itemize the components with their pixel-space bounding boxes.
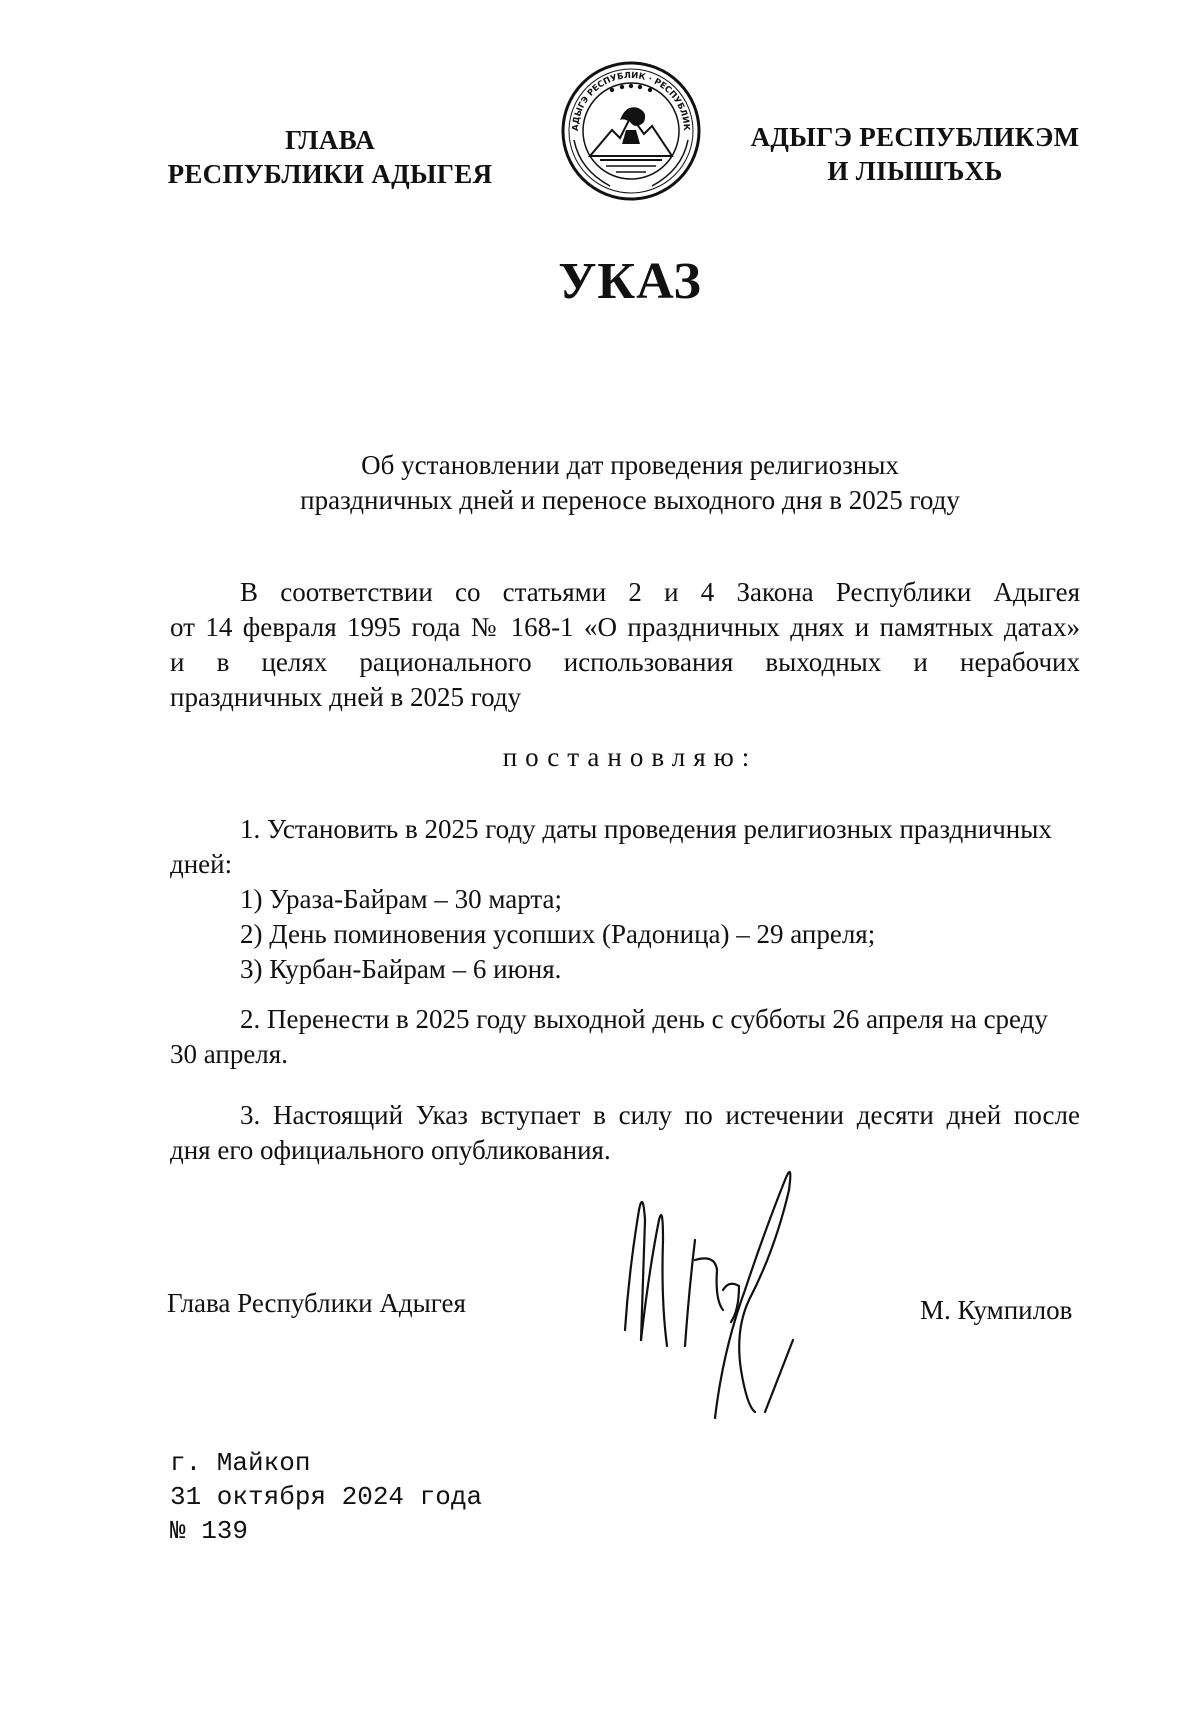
preamble-line4: праздничных дней в 2025 году — [170, 682, 522, 712]
list-item: 2) День поминовения усопших (Радоница) – 29 апреля; — [240, 919, 876, 949]
document-place: г. Майкоп — [170, 1448, 311, 1478]
subject-line1: Об установлении дат проведения религиозных — [361, 450, 899, 480]
emblem-icon — [560, 60, 702, 202]
list-item: 3) Курбан-Байрам – 6 июня. — [240, 954, 562, 984]
preamble-line2: от 14 февраля 1995 года № 168-1 «О праздничных днях и памятных датах» — [170, 612, 1080, 642]
decree-word: постановляю: — [502, 742, 758, 772]
header-right-line1: АДЫГЭ РЕСПУБЛИКЭМ — [750, 122, 1080, 152]
coat-of-arms-emblem — [560, 60, 702, 202]
preamble — [170, 575, 1080, 715]
paragraph-3-line2: дня его официального опубликования. — [170, 1135, 611, 1165]
header-right — [735, 120, 1095, 188]
header-right-line2: И ЛІЫШЪХЬ — [827, 156, 1003, 186]
paragraph-1-line1: 1. Установить в 2025 году даты проведения религиозных праздничных — [240, 814, 1052, 844]
paragraph-2 — [170, 1002, 1080, 1072]
paragraph-3-line1: 3. Настоящий Указ вступает в силу по истечении десяти дней после — [240, 1100, 1080, 1130]
document-subject — [200, 448, 1060, 518]
signature-icon — [615, 1150, 845, 1430]
header-left-line2: РЕСПУБЛИКИ АДЫГЕЯ — [167, 159, 493, 189]
signatory-position: Глава Республики Адыгея — [167, 1288, 466, 1318]
paragraph-2-line2: 30 апреля. — [170, 1039, 288, 1069]
signatory-name: М. Кумпилов — [920, 1295, 1073, 1325]
paragraph-2-line1: 2. Перенести в 2025 году выходной день с субботы 26 апреля на среду — [240, 1004, 1048, 1034]
header-left — [160, 123, 500, 191]
list-item: 1) Ураза-Байрам – 30 марта; — [240, 884, 563, 914]
document-date: 31 октября 2024 года — [170, 1482, 483, 1512]
paragraph-1-line2: дней: — [170, 849, 233, 879]
emblem-text: АДЫГЭ РЕСПУБЛИК · РЕСПУБЛИК — [570, 70, 692, 132]
paragraph-1 — [170, 812, 1080, 987]
subject-line2: праздничных дней и переносе выходного дня в 2025 году — [300, 485, 960, 515]
header-left-line1: ГЛАВА — [284, 125, 376, 155]
document-title: УКАЗ — [558, 253, 702, 310]
handwritten-signature — [615, 1150, 845, 1430]
document-number: № 139 — [170, 1516, 249, 1546]
preamble-line3: и в целях рационального использования выходных и нерабочих — [170, 647, 1080, 677]
preamble-line1: В соответствии со статьями 2 и 4 Закона Республики Адыгея — [240, 577, 1080, 607]
